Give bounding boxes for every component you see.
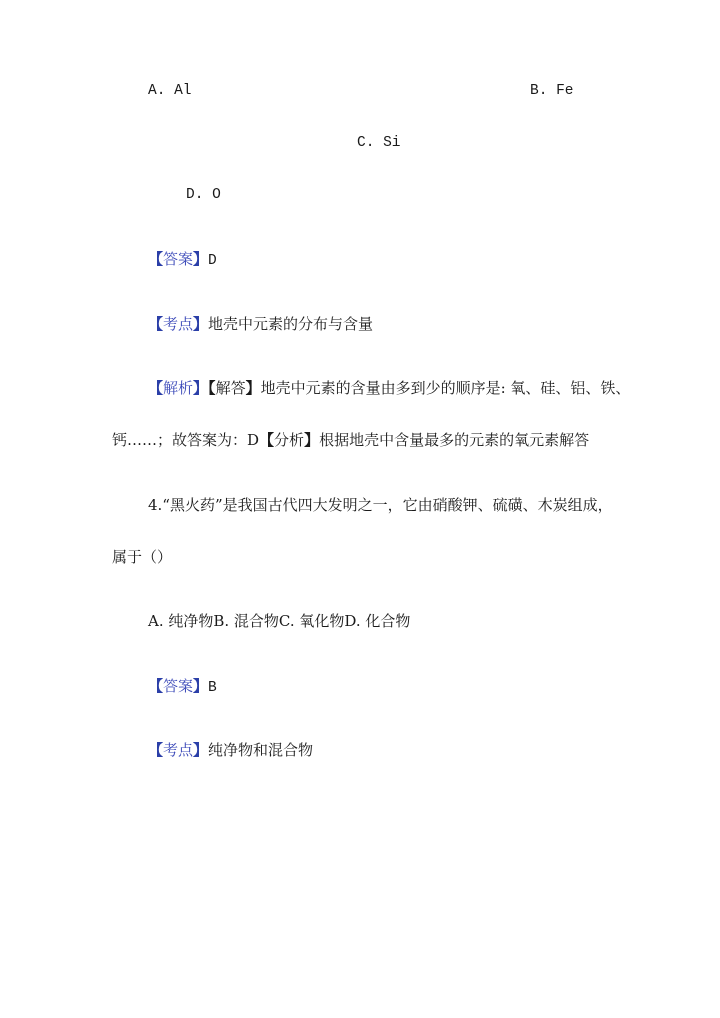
option-b: B. Fe bbox=[530, 83, 574, 99]
point-tag: 【考点】 bbox=[148, 741, 209, 759]
q3-point-row bbox=[148, 314, 373, 334]
q3-analysis-line2: 钙……；故答案为：D【分析】根据地壳中含量最多的元素的氧元素解答 bbox=[112, 431, 590, 449]
q4-point-row bbox=[148, 740, 313, 760]
q4-stem-line1: 4.“黑火药”是我国古代四大发明之一，它由硝酸钾、硫磺、木炭组成， bbox=[148, 496, 613, 514]
answer-value: D bbox=[208, 253, 217, 269]
answer-tag-label: 答案 bbox=[163, 250, 194, 268]
point-tag: 【考点】 bbox=[148, 315, 209, 333]
point-value: 纯净物和混合物 bbox=[208, 741, 314, 759]
q4-answer-row bbox=[148, 676, 217, 698]
answer-tag: 【答案】 bbox=[148, 677, 209, 695]
point-value: 地壳中元素的分布与含量 bbox=[208, 315, 374, 333]
point-tag-label: 考点 bbox=[163, 741, 194, 759]
analysis-text-2a: 钙……；故答案为：D bbox=[112, 431, 260, 449]
answer-tag-label: 答案 bbox=[163, 677, 194, 695]
q3-analysis-line1: 【解析】【解答】地壳中元素的含量由多到少的顺序是: 氧、硅、铝、铁、 bbox=[148, 379, 631, 397]
analysis-tag: 【解析】 bbox=[148, 379, 209, 397]
answer-value: B bbox=[208, 680, 217, 696]
option-d: D. O bbox=[186, 187, 221, 203]
answer-sub-label: 解答 bbox=[215, 379, 246, 397]
analysis-tag-label: 解析 bbox=[163, 379, 194, 397]
analysis-sub-label: 分析 bbox=[274, 431, 305, 449]
q4-stem-line2: 属于（） bbox=[112, 548, 173, 566]
answer-tag: 【答案】 bbox=[148, 250, 209, 268]
q4-options: A. 纯净物B. 混合物C. 氧化物D. 化合物 bbox=[148, 612, 411, 630]
analysis-text-2b: 根据地壳中含量最多的元素的氧元素解答 bbox=[319, 431, 590, 449]
q3-answer-row bbox=[148, 249, 217, 271]
analysis-text-1: 地壳中元素的含量由多到少的顺序是: 氧、硅、铝、铁、 bbox=[260, 379, 631, 397]
point-tag-label: 考点 bbox=[163, 315, 194, 333]
option-c: C. Si bbox=[357, 135, 401, 151]
option-a: A. Al bbox=[148, 83, 192, 99]
